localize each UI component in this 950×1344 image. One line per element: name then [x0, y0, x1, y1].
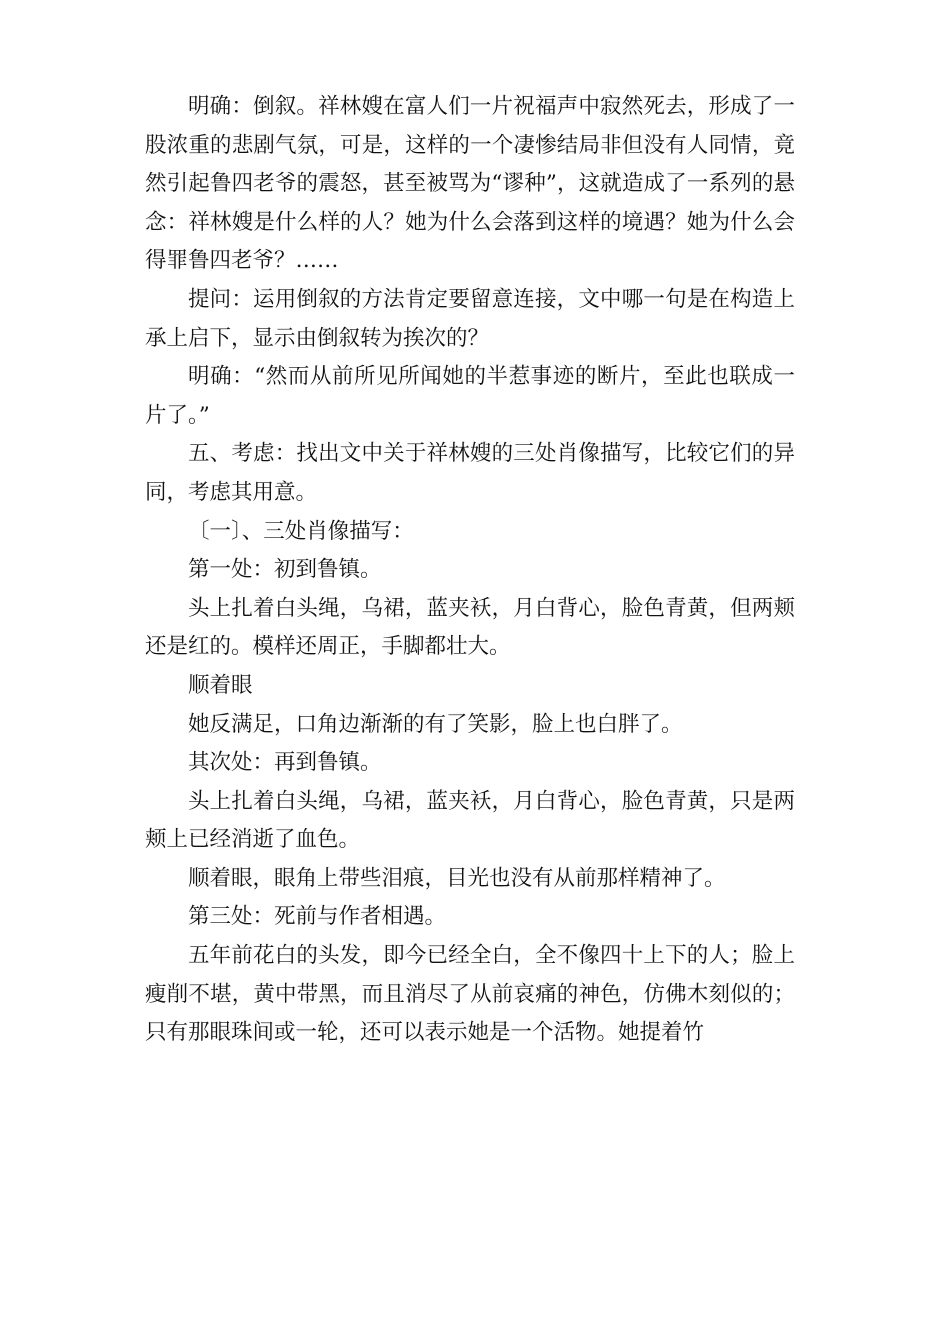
paragraph-first-portrait-heading: 第一处：初到鲁镇。	[188, 557, 382, 583]
paragraph-answer-flashback: 明确：倒叙。祥林嫂在富人们一片祝福声中寂然死去，形成了一股浓重的悲剧气氛，可是，这样的一个凄惨结局非但没有人同情，竟然引起鲁四老爷的震怒，甚至被骂为“谬种”，这就造成了一系列的悬念：祥林嫂是什么样的人？她为什么会落到这样的境遇？她为什么会得罪鲁四老爷？……	[145, 94, 795, 274]
paragraph-first-portrait-text: 头上扎着白头绳，乌裙，蓝夹袄，月白背心，脸色青黄，但两颊还是红的。模样还周正，手脚都壮大。	[145, 595, 795, 660]
paragraph-question-transition: 提问：运用倒叙的方法肯定要留意连接，文中哪一句是在构造上承上启下，显示由倒叙转为挨次的？	[145, 286, 795, 351]
paragraph-first-portrait-content: 她反满足，口角边渐渐的有了笑影，脸上也白胖了。	[188, 711, 683, 737]
paragraph-second-portrait-text: 头上扎着白头绳，乌裙，蓝夹袄，月白背心，脸色青黄，只是两颊上已经消逝了血色。	[145, 788, 795, 853]
paragraph-second-portrait-heading: 其次处：再到鲁镇。	[188, 750, 382, 776]
paragraph-second-portrait-eyes: 顺着眼，眼角上带些泪痕，目光也没有从前那样精神了。	[188, 865, 726, 891]
paragraph-third-portrait-text: 五年前花白的头发，即今已经全白，全不像四十上下的人；脸上瘦削不堪，黄中带黑，而且消尽了从前哀痛的神色，仿佛木刻似的；只有那眼珠间或一轮，还可以表示她是一个活物。她提着竹	[145, 943, 795, 1046]
paragraph-subsection-one: 〔一〕、三处肖像描写：	[188, 518, 414, 544]
paragraph-first-portrait-eyes: 顺着眼	[188, 672, 253, 698]
paragraph-answer-transition: 明确：“然而从前所见所闻她的半惹事迹的断片，至此也联成一片了。”	[145, 364, 795, 428]
paragraph-third-portrait-heading: 第三处：死前与作者相遇。	[188, 904, 447, 930]
paragraph-section-five: 五、考虑：找出文中关于祥林嫂的三处肖像描写，比较它们的异同，考虑其用意。	[145, 441, 795, 505]
document-page	[145, 88, 795, 1053]
